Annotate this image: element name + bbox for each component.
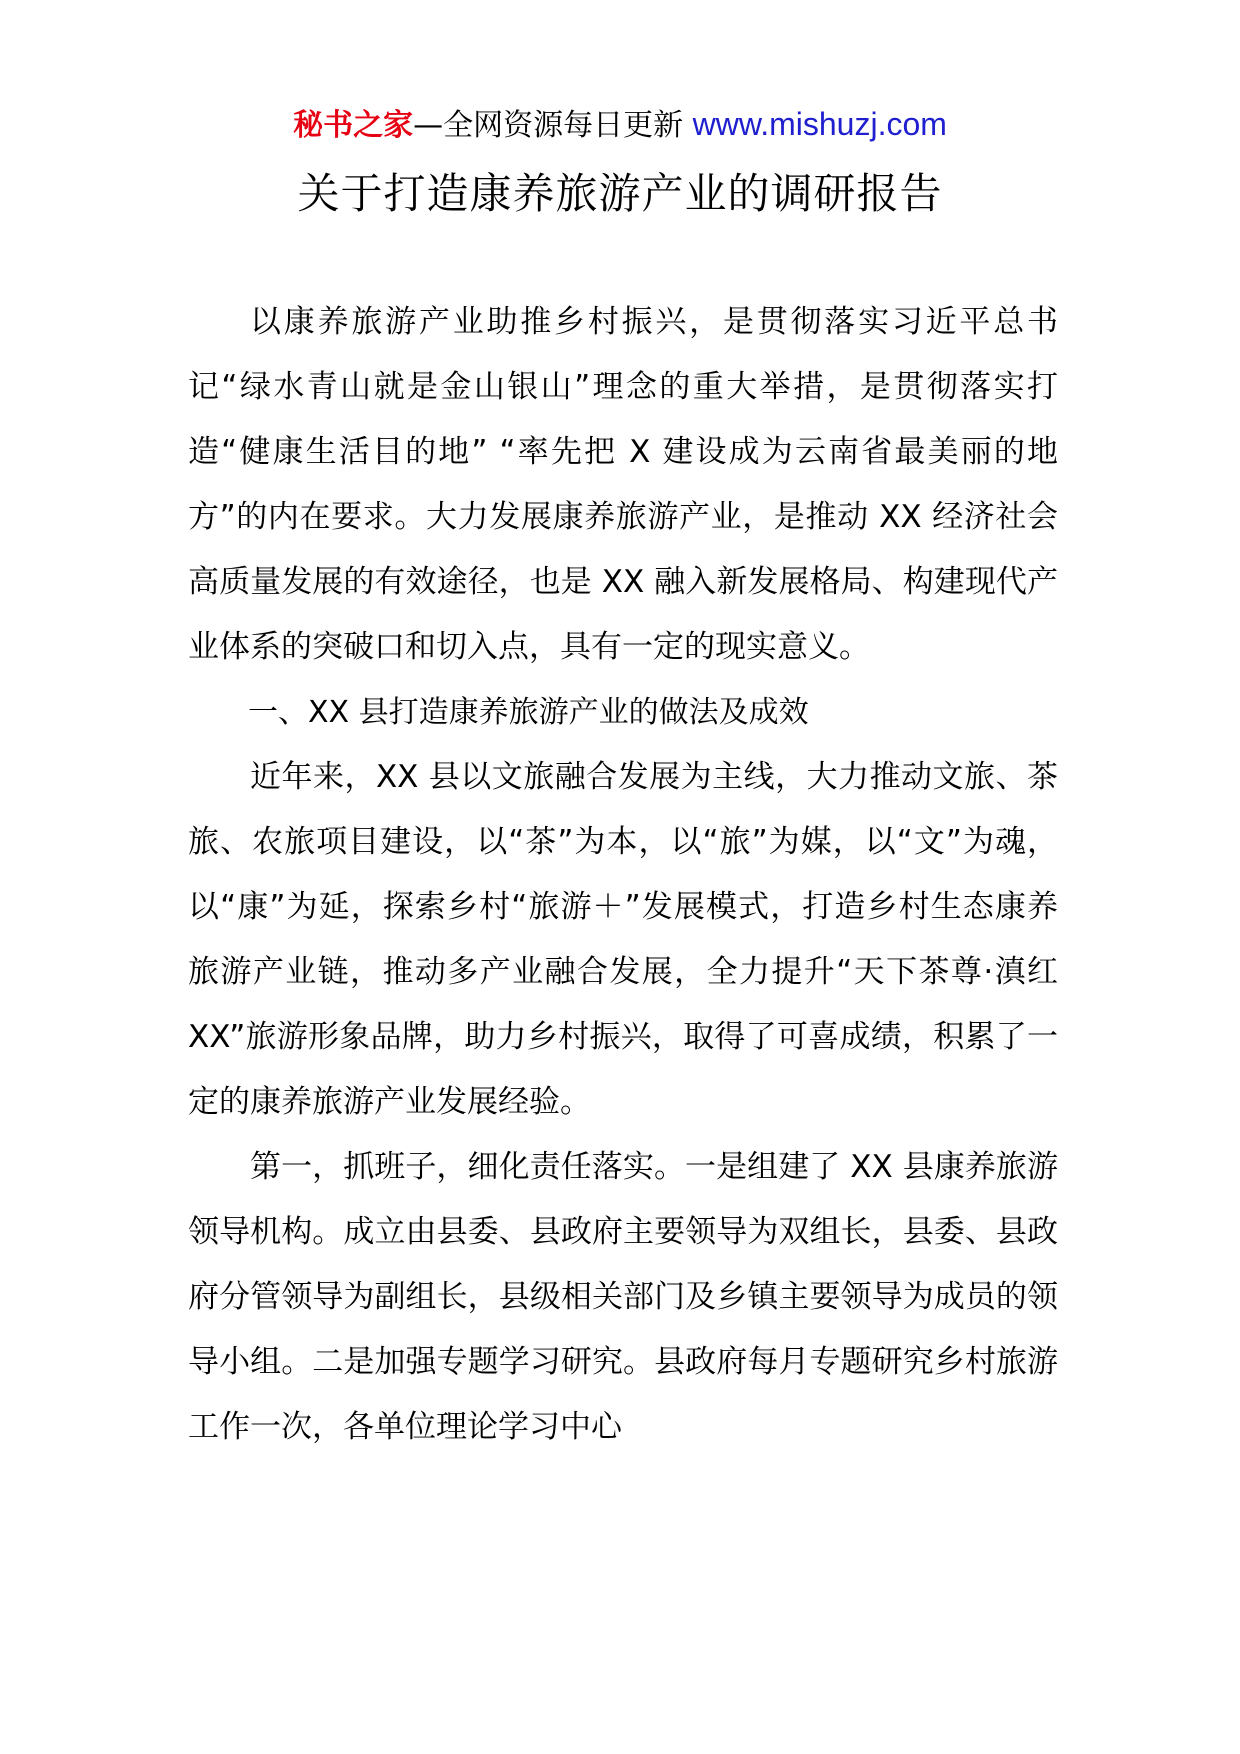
- site-header: [0, 100, 1240, 150]
- document-title: 关于打造康养旅游产业的调研报告: [297, 169, 943, 218]
- brand-name: 秘书之家: [293, 108, 414, 143]
- body-paragraph-recent-years: 近年来，XX 县以文旅融合发展为主线，大力推动文旅、茶旅、农旅项目建设，以“茶”为本，以“旅”为媒，以“文”为魂，以“康”为延，探索乡村“旅游＋”发展模式，打造乡村生态康养旅游产业链，推动多产业融合发展，全力提升“天下茶尊·滇红 XX”旅游形象品牌，助力乡村振兴，取得了可喜成绩，积累了一定的康养旅游产业发展经验。: [188, 759, 1058, 1120]
- site-url-link[interactable]: www.mishuzj.com: [692, 106, 947, 142]
- header-tagline: —全网资源每日更新: [413, 108, 684, 143]
- section-heading-1: 一、XX 县打造康养旅游产业的做法及成效: [248, 695, 809, 730]
- document-body: [188, 290, 1058, 1460]
- body-paragraph-first-point: 第一，抓班子，细化责任落实。一是组建了 XX 县康养旅游领导机构。成立由县委、县政府主要领导为双组长，县委、县政府分管领导为副组长，县级相关部门及乡镇主要领导为成员的领导小组。二是加强专题学习研究。县政府每月专题研究乡村旅游工作一次，各单位理论学习中心: [188, 1149, 1058, 1445]
- intro-paragraph: 以康养旅游产业助推乡村振兴，是贯彻落实习近平总书记“绿水青山就是金山银山”理念的重大举措，是贯彻落实打造“健康生活目的地” “率先把 X 建设成为云南省最美丽的地方”的内在要求。大力发展康养旅游产业，是推动 XX 经济社会高质量发展的有效途径，也是 XX 融入新发展格局、构建现代产业体系的突破口和切入点，具有一定的现实意义。: [188, 304, 1058, 665]
